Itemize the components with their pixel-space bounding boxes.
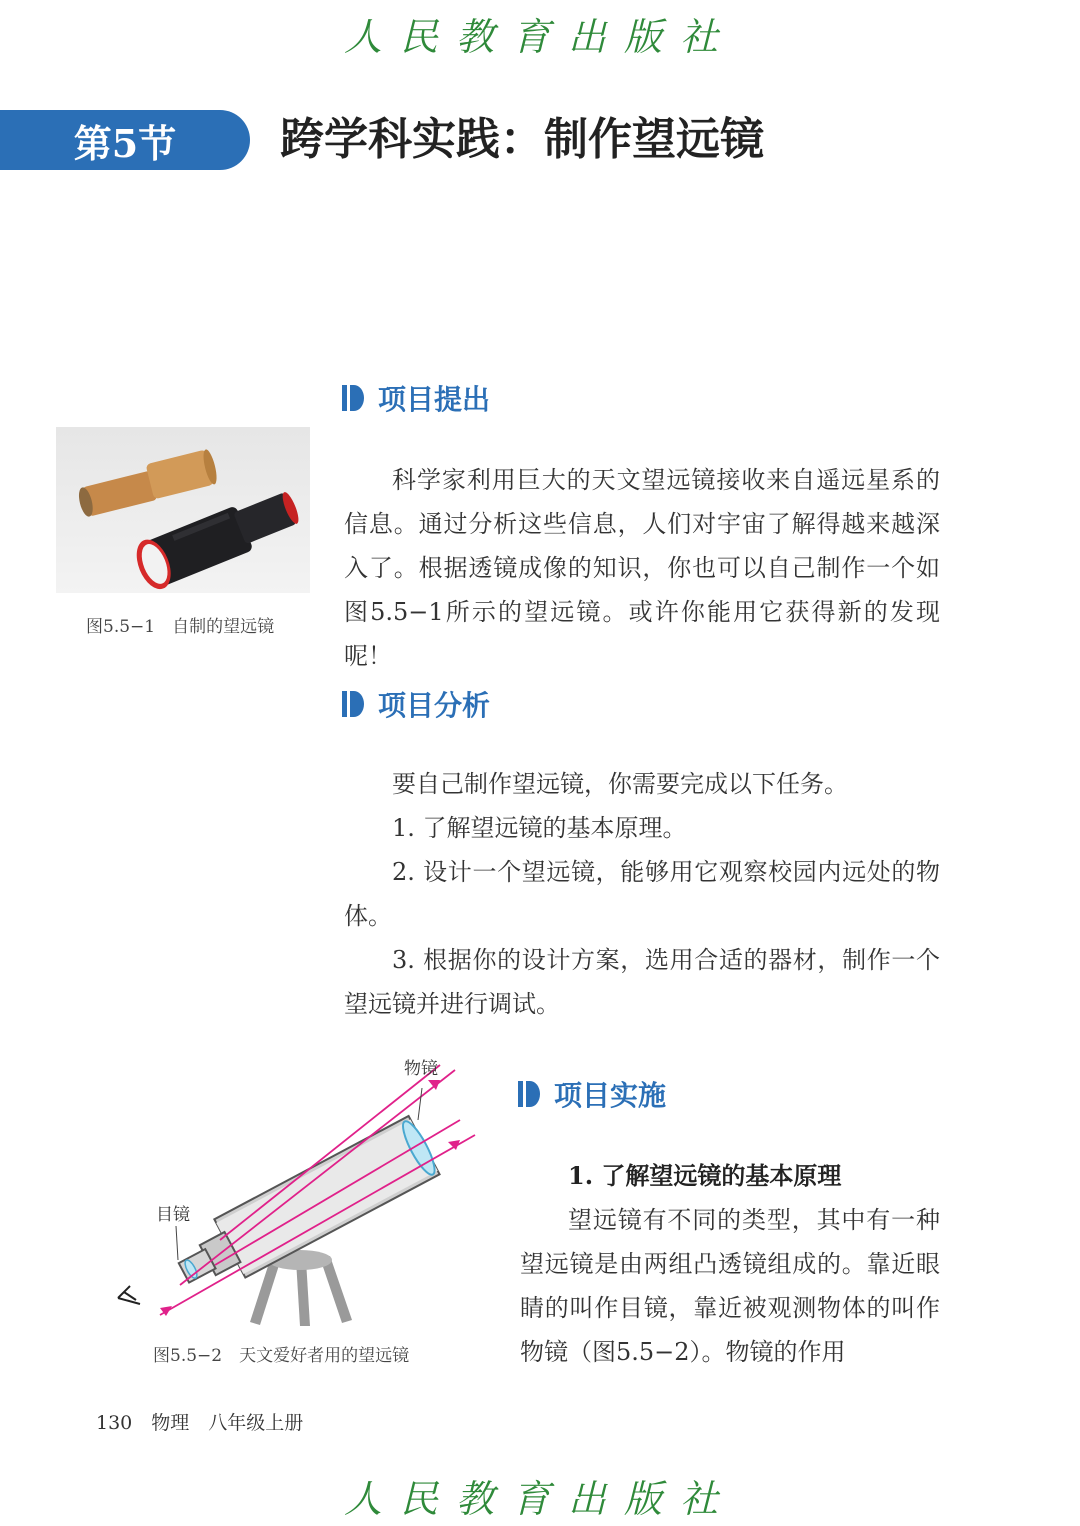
eye-icon [118, 1286, 140, 1304]
figure-5-5-1-caption: 图5.5−1 自制的望远镜 [86, 617, 275, 637]
task-item: 1. 了解望远镜的基本原理。 [392, 814, 687, 842]
analysis-text [344, 762, 940, 1026]
heading-implementation-label: 项目实施 [554, 1079, 667, 1112]
heading-marker-icon [342, 385, 364, 411]
heading-analysis [342, 684, 490, 724]
telescope-photo-illustration [56, 427, 310, 593]
task-item: 3. 根据你的设计方案，选用合适的器材，制作一个望远镜并进行调试。 [344, 946, 940, 1018]
analysis-intro: 要自己制作望远镜，你需要完成以下任务。 [392, 770, 848, 798]
publisher-logo-bottom: 人民教育出版社 [343, 1477, 736, 1521]
heading-analysis-label: 项目分析 [378, 689, 491, 722]
heading-marker-icon [342, 691, 364, 717]
task-item: 2. 设计一个望远镜，能够用它观察校园内远处的物体。 [344, 858, 940, 930]
implementation-paragraph: 望远镜有不同的类型，其中有一种望远镜是由两组凸透镜组成的。靠近眼睛的叫作目镜，靠近被观测物体的叫作物镜（图5.5−2）。物镜的作用 [520, 1206, 940, 1366]
section-title: 跨学科实践：制作望远镜 [280, 114, 764, 165]
heading-marker-icon [518, 1081, 540, 1107]
implementation-subheading: 1. 了解望远镜的基本原理 [568, 1161, 842, 1190]
heading-proposal [342, 378, 490, 418]
implementation-text [520, 1154, 940, 1374]
proposal-paragraph: 科学家利用巨大的天文望远镜接收来自遥远星系的信息。通过分析这些信息，人们对宇宙了解得越来越深入了。根据透镜成像的知识，你也可以自己制作一个如图5.5−1所示的望远镜。或许你能用它获得新的发现呢！ [344, 466, 940, 670]
page-footer: 130 物理 八年级上册 [96, 1412, 304, 1434]
heading-implementation [518, 1074, 666, 1114]
telescope-diagram [100, 1050, 500, 1330]
homemade-telescope-photo [56, 427, 310, 593]
publisher-logo-top: 人民教育出版社 [343, 15, 736, 59]
section-number-tab: 第5节 [0, 110, 250, 170]
figure-5-5-2-caption: 图5.5−2 天文爱好者用的望远镜 [153, 1346, 410, 1366]
refracting-telescope-diagram [100, 1050, 500, 1330]
heading-proposal-label: 项目提出 [378, 383, 491, 416]
eyepiece-label: 目镜 [156, 1205, 190, 1225]
objective-lens-label: 物镜 [404, 1059, 438, 1079]
